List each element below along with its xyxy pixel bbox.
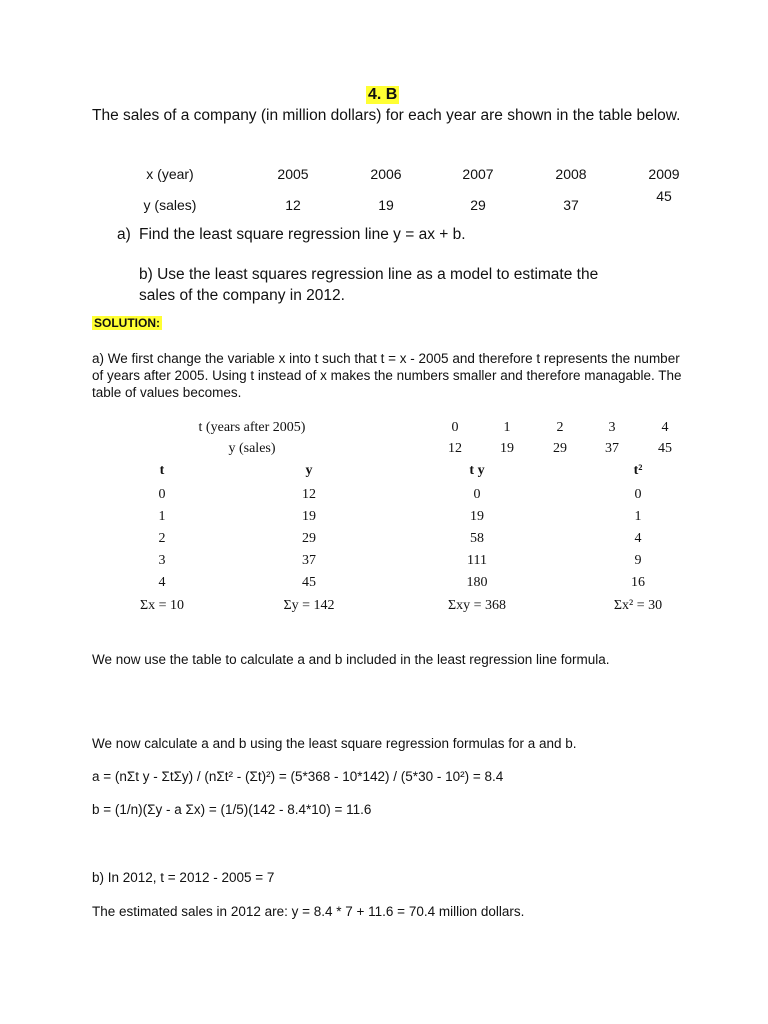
question-b-line1: b) Use the least squares regression line as a model to estimate the <box>139 266 599 283</box>
calc-cell: 180 <box>466 575 488 590</box>
t-cell: 4 <box>661 420 669 435</box>
calc-cell: 45 <box>302 575 316 590</box>
x-label: x (year) <box>146 166 194 182</box>
calc-cell: 0 <box>634 487 642 502</box>
sales-cell: 12 <box>285 197 301 213</box>
calc-cell: 1 <box>158 509 166 524</box>
calc-cell: 37 <box>302 553 316 568</box>
calc-cell: 0 <box>473 487 481 502</box>
y-cell: 45 <box>658 441 672 456</box>
question-b-line2: sales of the company in 2012. <box>139 287 345 304</box>
calc-cell: 3 <box>158 553 166 568</box>
year-cell: 2006 <box>370 166 402 182</box>
sales-cell: 37 <box>563 197 579 213</box>
y-label: y (sales) <box>143 197 197 213</box>
calc-header: y <box>305 463 313 478</box>
sales-cell: 45 <box>656 188 672 204</box>
y-cell: 12 <box>448 441 462 456</box>
calc-header: t y <box>469 463 485 478</box>
t-cell: 3 <box>608 420 616 435</box>
calc-sum: Σx² = 30 <box>613 598 663 613</box>
calc-cell: 19 <box>302 509 316 524</box>
sales-cell: 19 <box>378 197 394 213</box>
calc-header: t² <box>633 463 643 478</box>
calc-sum: Σy = 142 <box>283 598 335 613</box>
year-cell: 2008 <box>555 166 587 182</box>
text-use-table: We now use the table to calculate a and b included in the least regression line formula. <box>92 652 610 667</box>
calc-sum: Σxy = 368 <box>447 598 507 613</box>
year-cell: 2005 <box>277 166 309 182</box>
year-cell: 2009 <box>648 166 680 182</box>
formula-b: b = (1/n)(Σy - a Σx) = (1/5)(142 - 8.4*10) = 11.6 <box>92 802 372 817</box>
calc-sum: Σx = 10 <box>139 598 185 613</box>
t-cell: 1 <box>503 420 511 435</box>
t-cell: 0 <box>451 420 459 435</box>
calc-cell: 19 <box>470 509 484 524</box>
calc-cell: 4 <box>634 531 642 546</box>
t-cell: 2 <box>556 420 564 435</box>
estimate-result: The estimated sales in 2012 are: y = 8.4 * 7 + 11.6 = 70.4 million dollars. <box>92 904 525 919</box>
calc-cell: 29 <box>302 531 316 546</box>
calc-cell: 111 <box>467 553 487 568</box>
calc-cell: 16 <box>631 575 645 590</box>
calc-header: t <box>159 463 165 478</box>
calc-cell: 0 <box>158 487 166 502</box>
calc-cell: 58 <box>470 531 484 546</box>
question-a: Find the least square regression line y = ax + b. <box>139 226 466 243</box>
solution-intro: a) We first change the variable x into t such that t = x - 2005 and therefore t represents the number of years after 2005. Using t instead of x makes the numbers smaller and therefore managable. The table of values becomes. <box>92 351 682 400</box>
year-cell: 2007 <box>462 166 494 182</box>
text-calc: We now calculate a and b using the least square regression formulas for a and b. <box>92 736 577 751</box>
y-label: y (sales) <box>228 441 276 456</box>
y-cell: 37 <box>605 441 619 456</box>
t-label: t (years after 2005) <box>198 420 306 435</box>
problem-intro: The sales of a company (in million dollars) for each year are shown in the table below. <box>92 107 681 124</box>
calc-cell: 4 <box>158 575 166 590</box>
question-a-prefix: a) <box>117 226 131 243</box>
calc-cell: 12 <box>302 487 316 502</box>
formula-a: a = (nΣt y - ΣtΣy) / (nΣt² - (Σt)²) = (5*368 - 10*142) / (5*30 - 10²) = 8.4 <box>92 769 504 784</box>
y-cell: 19 <box>500 441 514 456</box>
calc-cell: 9 <box>634 553 642 568</box>
calc-cell: 2 <box>158 531 166 546</box>
calc-cell: 1 <box>634 509 642 524</box>
y-cell: 29 <box>553 441 567 456</box>
solution-label: SOLUTION: <box>94 316 160 330</box>
sales-cell: 29 <box>470 197 486 213</box>
part-b-t: b) In 2012, t = 2012 - 2005 = 7 <box>92 870 275 885</box>
problem-title: 4. B <box>368 86 398 103</box>
